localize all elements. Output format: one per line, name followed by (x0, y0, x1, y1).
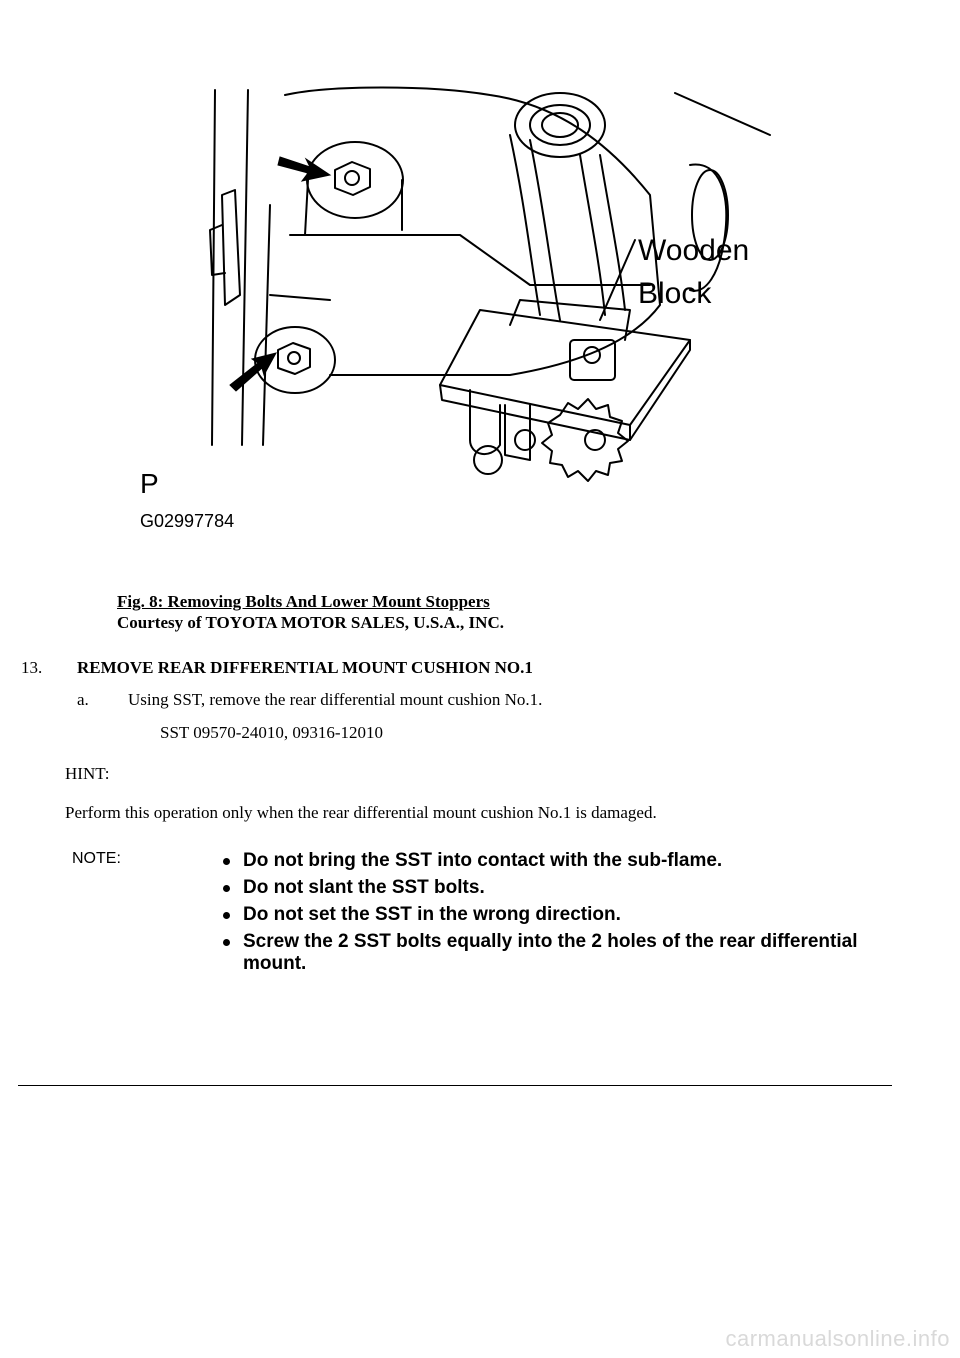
list-item: Do not set the SST in the wrong direction. (219, 904, 909, 926)
watermark: carmanualsonline.info (725, 1326, 950, 1351)
bullet-icon (223, 939, 230, 946)
bullet-icon (223, 858, 230, 865)
note-list (219, 850, 909, 980)
view-mark-label: P (140, 468, 159, 499)
image-code-label: G02997784 (140, 511, 235, 531)
list-item: Screw the 2 SST bolts equally into the 2 holes of the rear differential mount. (219, 931, 909, 975)
arrow-upper-bolt (278, 157, 330, 181)
horizontal-divider (18, 1085, 892, 1086)
callout-block-label: Block (638, 277, 712, 310)
differential-diagram (130, 85, 780, 535)
bullet-icon (223, 912, 230, 919)
note-label: NOTE: (72, 850, 121, 867)
substep-text: Using SST, remove the rear differential mount cushion No.1. (128, 690, 543, 709)
step-title: REMOVE REAR DIFFERENTIAL MOUNT CUSHION NO.1 (77, 658, 533, 677)
list-item: Do not slant the SST bolts. (219, 877, 909, 899)
sst-numbers: SST 09570-24010, 09316-12010 (160, 723, 384, 742)
figure-caption-title[interactable]: Fig. 8: Removing Bolts And Lower Mount Stoppers (117, 592, 490, 611)
bullet-icon (223, 885, 230, 892)
hint-text: Perform this operation only when the rear differential mount cushion No.1 is damaged. (65, 803, 657, 822)
callout-wooden-label: Wooden (638, 234, 750, 267)
figure-caption-credit: Courtesy of TOYOTA MOTOR SALES, U.S.A., INC. (117, 613, 504, 632)
step-number: 13. (21, 658, 43, 677)
figure-illustration (130, 85, 780, 535)
hint-label: HINT: (65, 764, 110, 783)
substep-letter: a. (77, 690, 89, 709)
list-item: Do not bring the SST into contact with the sub-flame. (219, 850, 909, 872)
